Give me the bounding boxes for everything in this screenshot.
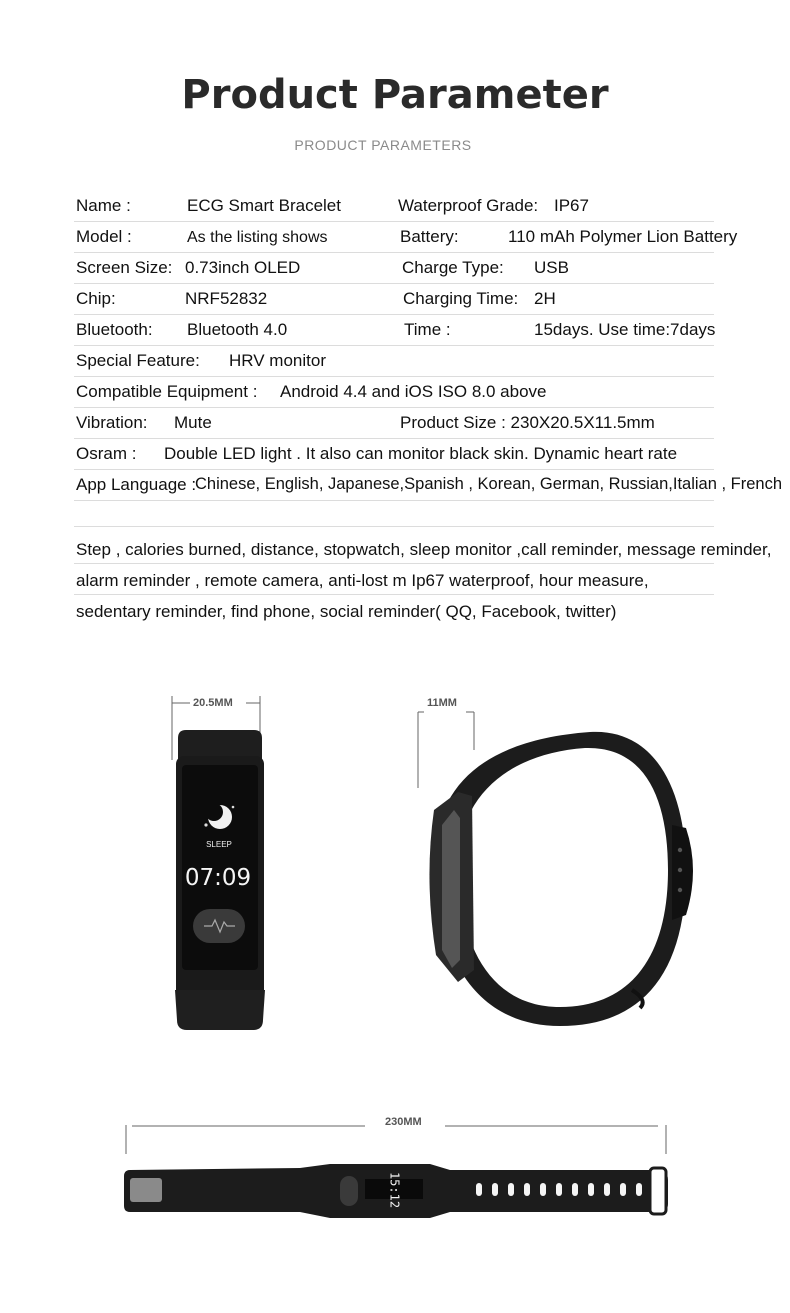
param-row: [74, 439, 714, 470]
param-label: Vibration:: [76, 413, 148, 432]
param-value: 0.73inch OLED: [185, 258, 301, 277]
bracelet-front-image: [160, 690, 280, 1040]
param-row: [74, 315, 714, 346]
param-value: ECG Smart Bracelet: [187, 196, 341, 215]
screen-side-time: 15:12: [387, 1171, 402, 1209]
param-label: Model :: [76, 227, 132, 246]
param-label: Chip:: [76, 289, 116, 308]
param-label: Special Feature:: [76, 351, 200, 370]
param-label: Time :: [404, 320, 451, 339]
param-label: Waterproof Grade:: [398, 196, 539, 215]
param-value: Bluetooth 4.0: [187, 320, 288, 339]
width-dimension-label: 20.5MM: [193, 697, 233, 709]
param-label: App Language :: [76, 475, 197, 494]
param-label: Name :: [76, 196, 131, 215]
length-dimension-label: 230MM: [385, 1116, 422, 1128]
param-row: [74, 470, 782, 501]
param-label: Compatible Equipment :: [76, 382, 258, 401]
param-label: Charge Type:: [402, 258, 504, 277]
param-label: Product Size : 230X20.5X11.5mm: [400, 413, 655, 432]
param-row: [74, 191, 714, 222]
page-subtitle: PRODUCT PARAMETERS: [294, 137, 472, 153]
param-value: Chinese, English, Japanese,Spanish , Korean, German, Russian,Italian , French: [195, 475, 782, 493]
param-row: [74, 346, 714, 377]
param-value: HRV monitor: [229, 351, 326, 370]
feature-line: alarm reminder , remote camera, anti-lost m Ip67 waterproof, hour measure,: [74, 564, 714, 595]
param-label: Charging Time:: [403, 289, 519, 308]
param-value: USB: [534, 258, 569, 277]
param-value: 15days. Use time:7days: [534, 320, 716, 339]
param-value: NRF52832: [185, 289, 268, 308]
param-value: As the listing shows: [187, 229, 328, 246]
param-value: Double LED light . It also can monitor black skin. Dynamic heart rate: [164, 444, 678, 463]
param-label: Screen Size:: [76, 258, 173, 277]
screen-mode-label: SLEEP: [206, 840, 232, 849]
param-label: Osram :: [76, 444, 137, 463]
param-value: Mute: [174, 413, 212, 432]
param-value: IP67: [554, 196, 589, 215]
param-label: Bluetooth:: [76, 320, 153, 339]
bracelet-side-image: [410, 700, 700, 1040]
param-row: [74, 377, 714, 408]
page-title: Product Parameter: [181, 72, 609, 118]
param-value: 110 mAh Polymer Lion Battery: [508, 227, 738, 246]
screen-time-readout: 07:09: [184, 865, 252, 891]
param-row: [74, 222, 738, 253]
param-row: [74, 284, 714, 315]
param-value: 2H: [534, 289, 556, 308]
param-row: [74, 253, 714, 284]
strap-holes: [110, 1118, 680, 1228]
thickness-dimension-label: 11MM: [427, 697, 457, 709]
features-divider: [74, 526, 714, 527]
param-label: Battery:: [400, 227, 459, 246]
feature-line: sedentary reminder, find phone, social reminder( QQ, Facebook, twitter): [76, 602, 617, 621]
feature-line: Step , calories burned, distance, stopwatch, sleep monitor ,call reminder, message reminder,: [74, 533, 714, 564]
param-row: [74, 408, 714, 439]
param-value: Android 4.4 and iOS ISO 8.0 above: [280, 382, 547, 401]
